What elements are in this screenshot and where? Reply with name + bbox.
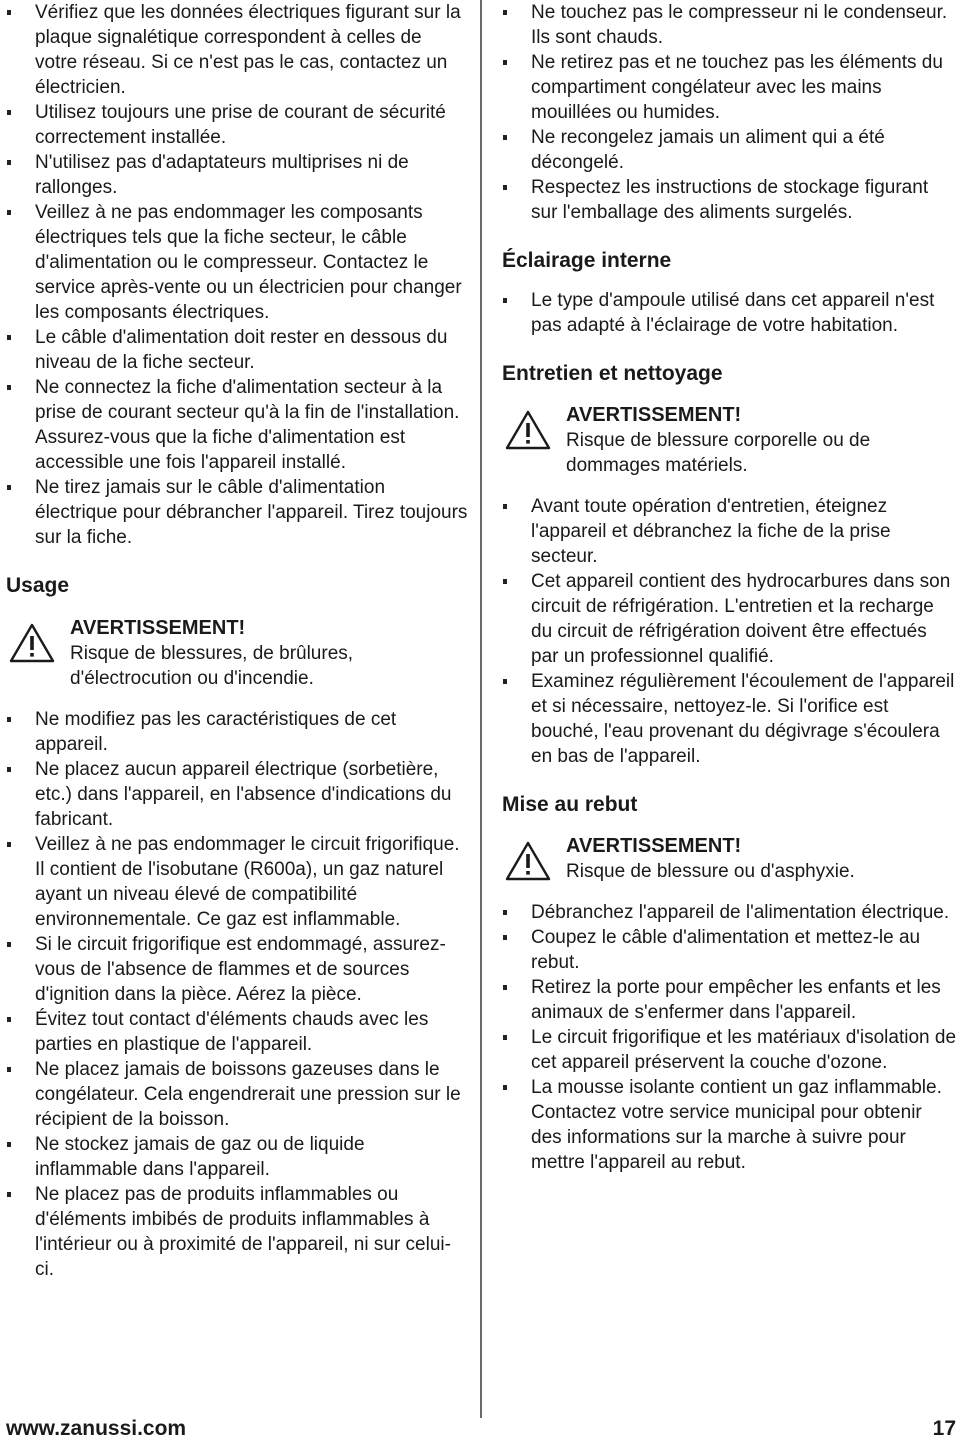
list-item: Vérifiez que les données électriques figurant sur la plaque signalétique correspondent à celles de votre réseau. Si ce n'est pas le cas, contactez un électricien.	[6, 0, 468, 100]
usage-heading: Usage	[6, 574, 70, 597]
list-item: Avant toute opération d'entretien, éteignez l'appareil et débranchez la fiche de la prise secteur.	[502, 494, 956, 569]
list-item: Ne placez jamais de boissons gazeuses dans le congélateur. Cela engendrerait une pression sur le récipient de la boisson.	[6, 1057, 468, 1132]
list-item: Ne recongelez jamais un aliment qui a été décongelé.	[502, 125, 956, 175]
page-number: 17	[932, 1417, 956, 1440]
list-item: Veillez à ne pas endommager le circuit frigorifique. Il contient de l'isobutane (R600a), un gaz naturel ayant un niveau élevé de compatibilité environnementale. Ce gaz est inflammable.	[6, 832, 468, 932]
maintenance-warning	[502, 403, 956, 478]
warning-title: AVERTISSEMENT!	[566, 404, 742, 426]
list-item: Ne retirez pas et ne touchez pas les éléments du compartiment congélateur avec les mains mouillées ou humides.	[502, 50, 956, 125]
list-item: Le câble d'alimentation doit rester en dessous du niveau de la fiche secteur.	[6, 325, 468, 375]
warning-title: AVERTISSEMENT!	[566, 835, 742, 857]
footer-website-link[interactable]: www.zanussi.com	[6, 1417, 187, 1440]
usage-list	[6, 707, 468, 1282]
list-item: Ne placez pas de produits inflammables ou d'éléments imbibés de produits inflammables à l'intérieur ou à proximité de l'appareil, ni sur celui-ci.	[6, 1182, 468, 1282]
list-item: Débranchez l'appareil de l'alimentation électrique.	[502, 900, 956, 925]
list-item: Le type d'ampoule utilisé dans cet appareil n'est pas adapté à l'éclairage de votre habitation.	[502, 288, 956, 338]
list-item: Ne placez aucun appareil électrique (sorbetière, etc.) dans l'appareil, en l'absence d'indications du fabricant.	[6, 757, 468, 832]
list-item: Ne touchez pas le compresseur ni le condenseur. Ils sont chauds.	[502, 0, 956, 50]
list-item: Ne tirez jamais sur le câble d'alimentation électrique pour débrancher l'appareil. Tirez toujours sur la fiche.	[6, 475, 468, 550]
list-item: Ne connectez la fiche d'alimentation secteur à la prise de courant secteur qu'à la fin de l'installation. Assurez-vous que la fiche d'alimentation est accessible une fois l'appareil installé.	[6, 375, 468, 475]
list-item: Utilisez toujours une prise de courant de sécurité correctement installée.	[6, 100, 468, 150]
warning-text: Risque de blessures, de brûlures, d'électrocution ou d'incendie.	[70, 643, 354, 689]
list-item: Respectez les instructions de stockage figurant sur l'emballage des aliments surgelés.	[502, 175, 956, 225]
column-divider	[480, 0, 482, 1418]
disposal-list	[502, 900, 956, 1175]
right-column	[502, 0, 956, 1175]
handling-list	[502, 0, 956, 225]
warning-title: AVERTISSEMENT!	[70, 617, 246, 639]
list-item: Le circuit frigorifique et les matériaux d'isolation de cet appareil préservent la couche d'ozone.	[502, 1025, 956, 1075]
maintenance-heading: Entretien et nettoyage	[502, 362, 723, 385]
warning-triangle-icon	[504, 409, 552, 451]
warning-text: Risque de blessure ou d'asphyxie.	[566, 861, 855, 882]
list-item: Examinez régulièrement l'écoulement de l'appareil et si nécessaire, nettoyez-le. Si l'orifice est bouché, l'eau provenant du dégivrage s'écoulera en bas de l'appareil.	[502, 669, 956, 769]
lighting-heading: Éclairage interne	[502, 249, 672, 272]
disposal-heading: Mise au rebut	[502, 793, 638, 816]
lighting-list	[502, 288, 956, 338]
list-item: Ne modifiez pas les caractéristiques de cet appareil.	[6, 707, 468, 757]
list-item: Veillez à ne pas endommager les composants électriques tels que la fiche secteur, le câble d'alimentation ou le compresseur. Contactez le service après-vente ou un électricien pour changer les composants électriques.	[6, 200, 468, 325]
list-item: Cet appareil contient des hydrocarbures dans son circuit de réfrigération. L'entretien et la recharge du circuit de réfrigération doivent être effectués par un professionnel qualifié.	[502, 569, 956, 669]
warning-text: Risque de blessure corporelle ou de dommages matériels.	[566, 430, 871, 476]
list-item: N'utilisez pas d'adaptateurs multiprises ni de rallonges.	[6, 150, 468, 200]
usage-warning	[6, 616, 468, 691]
warning-triangle-icon	[504, 840, 552, 882]
list-item: Retirez la porte pour empêcher les enfants et les animaux de s'enfermer dans l'appareil.	[502, 975, 956, 1025]
maintenance-list	[502, 494, 956, 769]
list-item: Évitez tout contact d'éléments chauds avec les parties en plastique de l'appareil.	[6, 1007, 468, 1057]
electrical-safety-list	[6, 0, 468, 550]
list-item: Ne stockez jamais de gaz ou de liquide inflammable dans l'appareil.	[6, 1132, 468, 1182]
list-item: La mousse isolante contient un gaz inflammable. Contactez votre service municipal pour obtenir des informations sur la marche à suivre pour mettre l'appareil au rebut.	[502, 1075, 956, 1175]
list-item: Si le circuit frigorifique est endommagé, assurez-vous de l'absence de flammes et de sources d'ignition dans la pièce. Aérez la pièce.	[6, 932, 468, 1007]
list-item: Coupez le câble d'alimentation et mettez-le au rebut.	[502, 925, 956, 975]
left-column	[6, 0, 468, 1282]
warning-triangle-icon	[8, 622, 56, 664]
disposal-warning	[502, 834, 956, 884]
